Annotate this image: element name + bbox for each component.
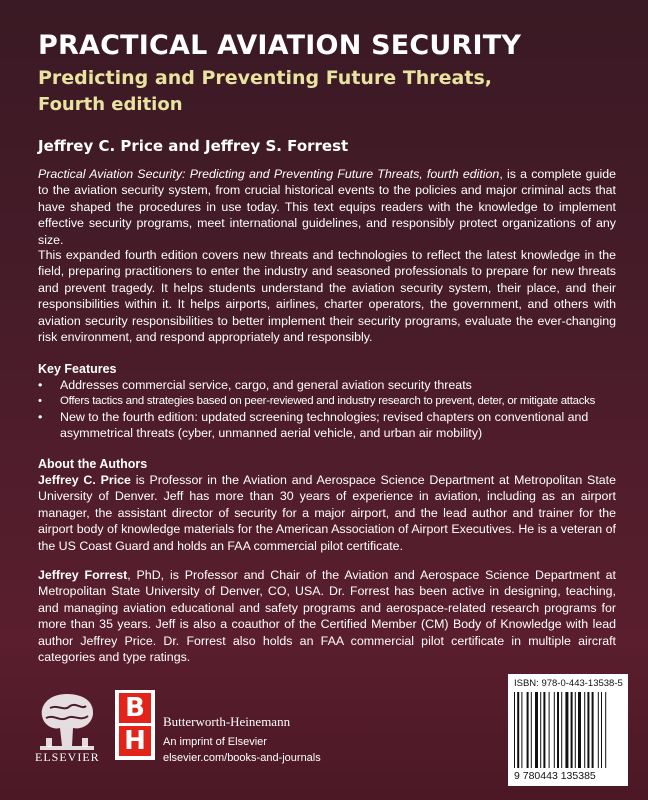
barcode-stripe — [535, 692, 538, 768]
barcode-number: 9 780443 135385 — [514, 770, 596, 782]
bh-logo — [115, 690, 155, 760]
barcode-stripe — [540, 692, 541, 768]
barcode-stripe — [554, 692, 555, 768]
book-subtitle: Predicting and Preventing Future Threats, — [38, 67, 492, 89]
price-bio-text: is Professor in the Aviation and Aerospace Science Department at Metropolitan State University of Denver. Jeff has more than 30 years of experience in aviation, including as an airport manager, the assistant director of security for a major airport, and the lead author and trainer for the airport body of knowledge materials for the American Association of Airport Executives. He is a veteran of the US Coast Guard and holds an FAA commercial pilot certificate. — [38, 473, 616, 553]
barcode-stripe — [565, 692, 568, 768]
barcode — [508, 674, 628, 786]
barcode-stripe — [514, 692, 515, 768]
barcode-stripe — [578, 692, 581, 768]
barcode-stripe — [549, 692, 550, 768]
barcode-stripe — [587, 692, 589, 768]
intro-paragraph — [38, 166, 616, 248]
bh-logo-b: B — [119, 693, 151, 723]
barcode-stripe — [601, 692, 602, 768]
barcode-stripe — [598, 692, 599, 768]
book-edition: Fourth edition — [38, 94, 183, 115]
bh-logo-h: H — [119, 726, 151, 756]
bullet-icon: • — [38, 395, 42, 407]
barcode-stripe — [575, 692, 576, 768]
list-item: • Addresses commercial service, cargo, and general aviation security threats — [38, 378, 472, 392]
book-authors: Jeffrey C. Price and Jeffrey S. Forrest — [38, 137, 349, 155]
publisher-imprint: An imprint of Elsevier — [163, 736, 267, 748]
publisher-name: Butterworth-Heinemann — [163, 714, 291, 729]
isbn-label: ISBN: 978-0-443-13538-5 — [514, 678, 623, 689]
elsevier-wordmark: ELSEVIER — [35, 750, 100, 764]
barcode-stripe — [592, 692, 594, 768]
about-authors-heading: About the Authors — [38, 457, 148, 471]
intro-italic-title: Practical Aviation Security: Predicting and Preventing Future Threats, fourth edition — [38, 167, 500, 181]
bullet-icon: • — [38, 378, 43, 392]
barcode-stripe — [561, 692, 562, 768]
key-features-heading: Key Features — [38, 362, 117, 376]
publisher-url: elsevier.com/books-and-journals — [163, 752, 321, 764]
barcode-stripe — [584, 692, 585, 768]
barcode-stripe — [517, 692, 519, 768]
list-item: • Offers tactics and strategies based on peer-reviewed and industry research to prevent, deter, or mitigate attacks — [38, 395, 596, 407]
list-item: • New to the fourth edition: updated screening technologies; revised chapters on conventional and asymmetrical threats (cyber, unmanned aerial vehicle, and urban air mobility) — [38, 410, 589, 440]
forrest-name: Jeffrey Forrest — [38, 568, 128, 582]
price-name: Jeffrey C. Price — [38, 473, 131, 487]
forrest-bio — [38, 567, 616, 665]
barcode-stripe — [605, 692, 606, 768]
forrest-bio-text: , PhD, is Professor and Chair of the Aviation and Aerospace Science Department at Metropolitan State University of Denver, CO, USA. Dr. Forrest has been active in designing, teaching, and managing aviation educational and safety programs and aerospace-related research programs for more than 35 years. Jeff is also a coauthor of the Certified Member (CM) Body of Knowledge with lead author Jeffrey Price. Dr. Forrest also holds an FAA commercial pilot certificate in multiple aircraft categories and type ratings. — [38, 568, 616, 665]
bullet-icon: • — [38, 410, 43, 424]
intro-text: , is a complete guide to the aviation security system, from crucial historical events to the policies and major criminal acts that have shaped the procedures in use today. This text equips readers with the knowledge to implement effective security programs, meet international guidelines, and responsibly protect organizations of any size. — [38, 167, 616, 247]
elsevier-tree-logo — [36, 688, 98, 758]
price-bio — [38, 472, 616, 554]
barcode-stripe — [521, 692, 522, 768]
barcode-stripe — [543, 692, 545, 768]
barcode-stripe — [527, 692, 529, 768]
expanded-paragraph: This expanded fourth edition covers new threats and technologies to reflect the latest knowledge in the field, preparing practitioners to enter the industry and seasoned professionals to prepare for new threats and prevent tragedy. It helps students understand the aviation security system, their place, and their responsibilities within it. It helps airports, airlines, charter operators, the government, and others with aviation security responsibilities to better implement their security programs, evaluate the ever-changing risk environment, and respond appropriately and responsibly. — [38, 248, 616, 345]
book-title: PRACTICAL AVIATION SECURITY — [38, 30, 522, 61]
key-features-list — [38, 377, 618, 441]
barcode-stripe — [557, 692, 559, 768]
barcode-bars — [512, 692, 624, 770]
barcode-stripe — [531, 692, 532, 768]
barcode-stripe — [571, 692, 573, 768]
